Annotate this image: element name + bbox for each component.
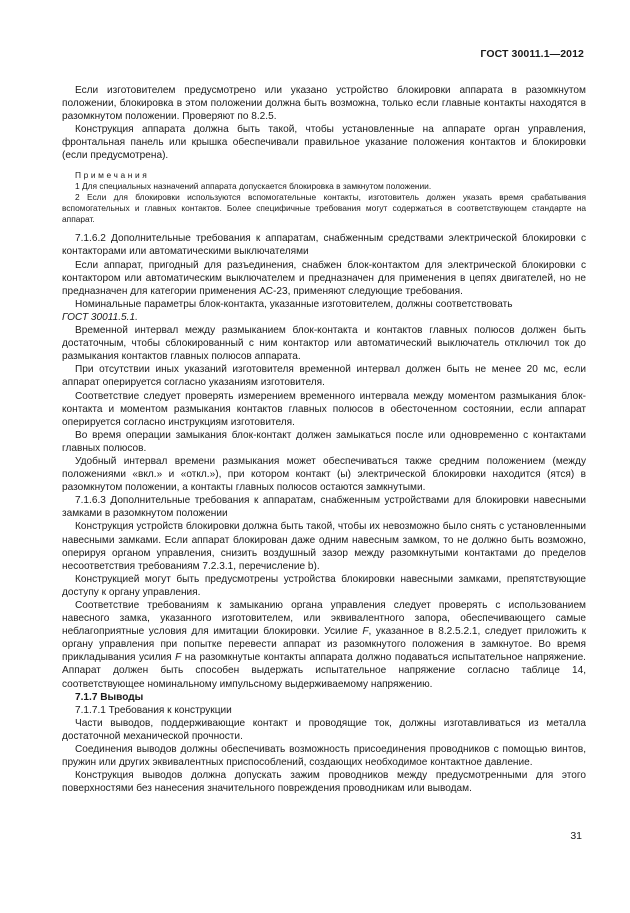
paragraph: Части выводов, поддерживающие контакт и проводящие ток, должны изготавливаться из металла достаточной механической прочности. [62,717,586,742]
paragraph: Конструкция аппарата должна быть такой, чтобы установленные на аппарате орган управления, фронтальная панель или крышка обеспечивали правильное указание положения контактов и блокировки (если предусмотрена). [62,124,586,162]
paragraph: Соответствие следует проверять измерением временного интервала между моментом размыкания блок-контакта и моментом размыкания контактов главных полюсов в обесточенном состоянии, если аппарат оперируется согласно инструкциям изготовителя. [62,390,586,428]
document-code-header: ГОСТ 30011.1—2012 [480,48,584,60]
paragraph: Если аппарат, пригодный для разъединения, снабжен блок-контактом для электрической блокировки с контактором или автоматическим выключателем и предназначен для применения в цепях двигателей, но не предназначен для категории применения АС-23, применяют следующие требования. [62,259,586,297]
notes-title: Примечания [75,169,150,180]
paragraph: Во время операции замыкания блок-контакт должен замыкаться после или одновременно с контактами главных полюсов. [62,429,586,454]
paragraph-text: Номинальные параметры блок-контакта, указанные изготовителем, должны соответствовать [75,298,513,310]
paragraph: Конструкция устройств блокировки должна быть такой, чтобы их невозможно было снять с установленными навесными замками. Если аппарат блокирован даже одним навесным замком, то не должно быть возможно, оперируя органом управления, снизить воздушный зазор между разомкнутыми контактами до пределов несоответствия требованиям 7.2.3.1, перечисление b). [62,521,586,572]
document-body [62,84,586,795]
section-heading-7163: 7.1.6.3 Дополнительные требования к аппаратам, снабженным устройствами для блокировки навесными замками в разомкнутом положении [62,495,586,520]
paragraph: При отсутствии иных указаний изготовителя временной интервал должен быть не менее 20 мс, если аппарат оперируется согласно указаниям изготовителя. [62,364,586,389]
force-symbol: F [175,652,182,664]
paragraph: Временной интервал между размыканием блок-контакта и контактов главных полюсов должен быть достаточным, чтобы сблокированный с ним контактор или автоматический выключатель отключил ток до размыкания контактов главных полюсов аппарата. [62,325,586,363]
page-number: 31 [570,830,582,842]
paragraph: Соединения выводов должны обеспечивать возможность присоединения проводников с помощью винтов, пружин или других эквивалентных приспособлений, создающих необходимое контактное давление. [62,744,586,769]
paragraph-text: Соответствие требованиям к замыканию органа управления следует проверять с использованием навесного замка, указанного изготовителем, или эквивалентного запора, обеспечивающего самые неблагоприятные условия для имитации блокировки. Усилие [62,600,586,638]
paragraph-text: , указанное в 8.2.5.2.1, следует приложить к органу управления при попытке перевести аппарат из разомкнутого положения в замкнутое. Во время прикладывания усилия [62,626,586,664]
section-heading-7162: 7.1.6.2 Дополнительные требования к аппаратам, снабженным средствами электрической блокировки с контакторами или автоматическими выключателями [62,233,586,258]
paragraph [62,298,586,324]
paragraph [62,599,586,691]
standard-reference: ГОСТ 30011.5.1. [62,311,138,323]
paragraph-text: на разомкнутые контакты аппарата должно подаваться испытательное напряжение. Аппарат должен быть способен выдержать испытательное напряжение согласно таблице 14, соответствующее номинальному импульсному выдерживаемому напряжению. [62,652,586,690]
subsection-heading-7171: 7.1.7.1 Требования к конструкции [75,704,232,716]
paragraph: Удобный интервал времени размыкания может обеспечиваться также средним положением (между положениями «вкл.» и «откл.»), при котором контакт (ы) электрической блокировки находится (ятся) в разомкнутом положении, а контакты главных полюсов остаются замкнутыми. [62,455,586,494]
note-item: 2 Если для блокировки используются вспомогательные контакты, изготовитель должен указать время срабатывания вспомогательных и главных контактов. Более специфичные требования могут содержаться в соответствующем стандарте на аппарат. [62,191,586,225]
force-symbol: F [362,626,369,638]
section-heading-717: 7.1.7 Выводы [75,691,144,703]
note-item: 1 Для специальных назначений аппарата допускается блокировка в замкнутом положении. [75,180,432,191]
paragraph: Конструкцией могут быть предусмотрены устройства блокировки навесными замками, препятствующие доступу к органу управления. [62,573,586,598]
paragraph: Если изготовителем предусмотрено или указано устройство блокировки аппарата в разомкнутом положении, блокировка в этом положении должна быть возможна, только если главные контакты находятся в разомкнутом положении. Проверяют по 8.2.5. [62,85,586,123]
paragraph: Конструкция выводов должна допускать зажим проводников между предусмотренными для этого поверхностями без нанесения значительного повреждения проводникам или выводам. [62,770,586,795]
